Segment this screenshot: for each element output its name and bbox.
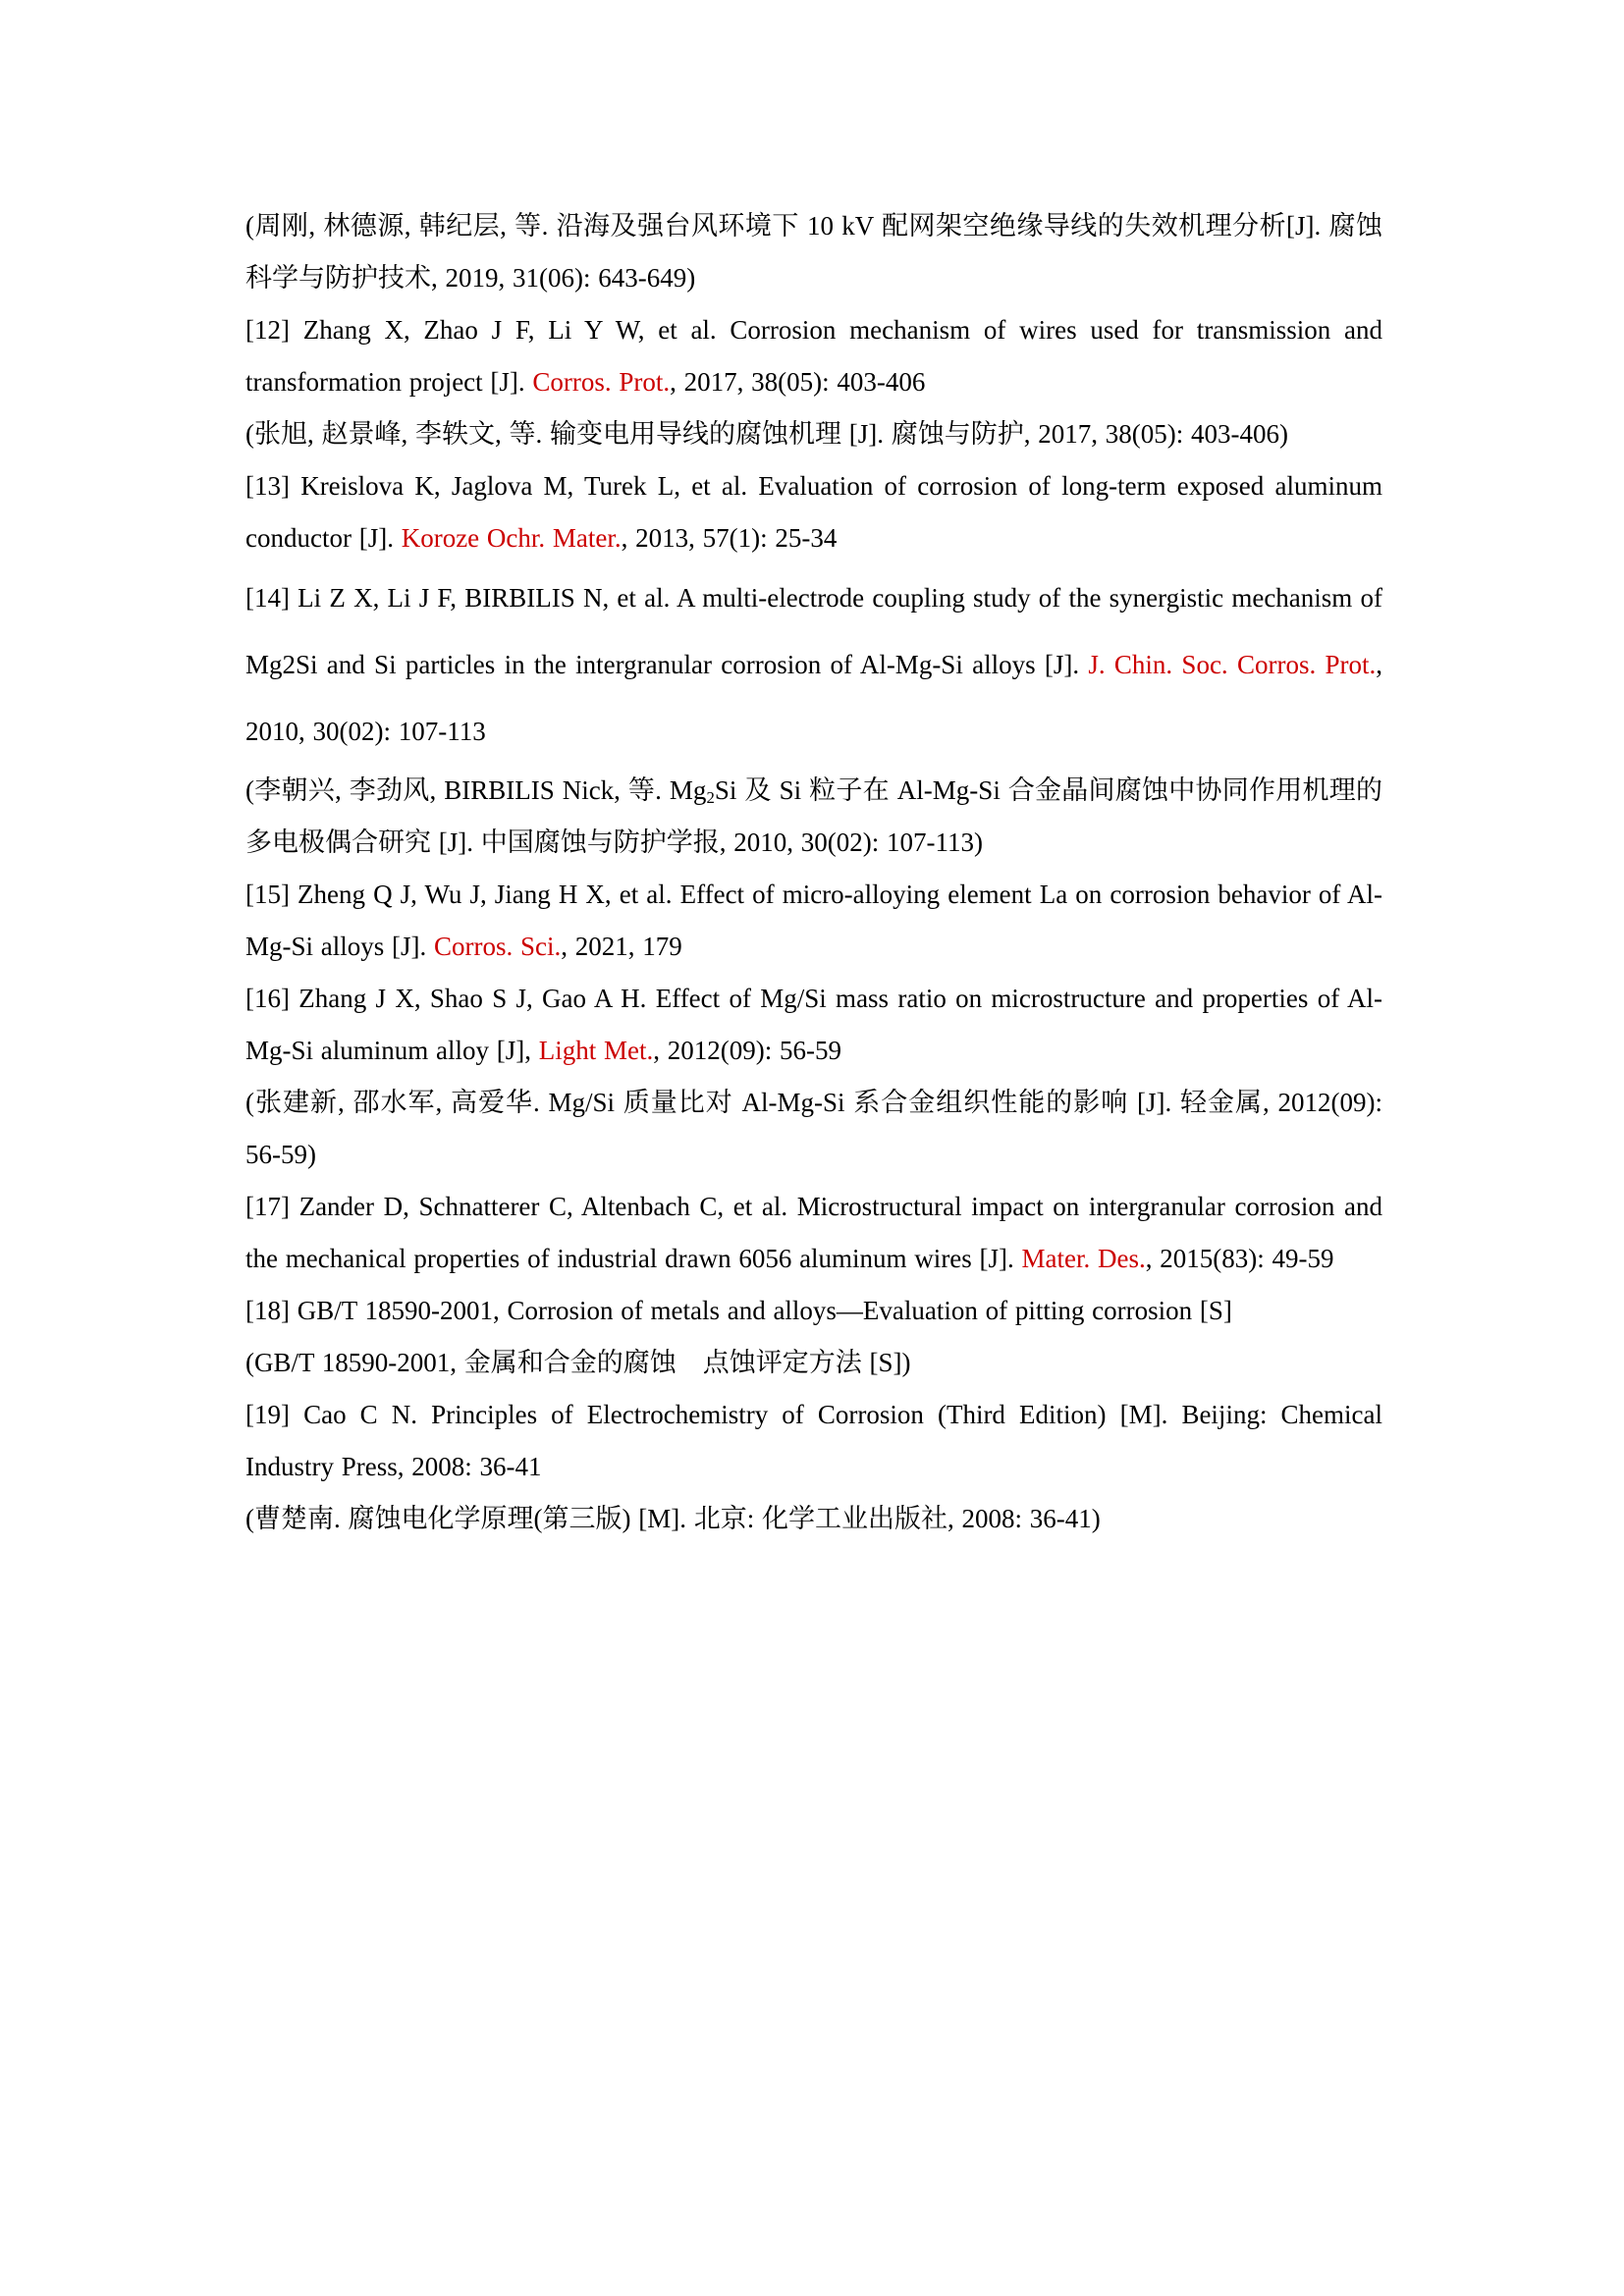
reference-text: [13] Kreislova K, Jaglova M, Turek L, et al. Evaluation of corrosion of long-term exposed aluminum conductor [J].	[245, 471, 1382, 553]
ref-13	[245, 460, 1382, 564]
reference-text: (周刚, 林德源, 韩纪层, 等. 沿海及强台风环境下 10 kV 配网架空绝缘导线的失效机理分析[J]. 腐蚀科学与防护技术, 2019, 31(06): 643-649)	[245, 211, 1382, 293]
subscript-text: 2	[706, 788, 715, 808]
reference-text: [18] GB/T 18590-2001, Corrosion of metals and alloys—Evaluation of pitting corrosion [S]	[245, 1296, 1232, 1325]
ref-19	[245, 1389, 1382, 1493]
ref-15	[245, 869, 1382, 973]
references-list	[245, 200, 1382, 1545]
reference-text: (李朝兴, 李劲风, BIRBILIS Nick, 等. Mg	[245, 775, 707, 805]
journal-abbrev-red: J. Chin. Soc. Corros. Prot.	[1088, 650, 1377, 679]
ref-14-cn-translation	[245, 765, 1382, 869]
reference-text: Si 及 Si 粒子在 Al-Mg-Si 合金晶间腐蚀中协同作用机理的多电极偶合研究 [J]. 中国腐蚀与防护学报, 2010, 30(02): 107-113)	[245, 775, 1382, 857]
journal-abbrev-red: Light Met.	[538, 1036, 654, 1065]
reference-text: (GB/T 18590-2001, 金属和合金的腐蚀 点蚀评定方法 [S])	[245, 1348, 911, 1377]
reference-text: , 2017, 38(05): 403-406	[670, 367, 926, 397]
reference-text: , 2010, 30(02): 107-113	[245, 650, 1382, 746]
reference-text: , 2021, 179	[561, 932, 682, 961]
ref-16	[245, 973, 1382, 1077]
reference-text: (张旭, 赵景峰, 李轶文, 等. 输变电用导线的腐蚀机理 [J]. 腐蚀与防护, 2017, 38(05): 403-406)	[245, 419, 1288, 449]
reference-text: (张建新, 邵水军, 高爱华. Mg/Si 质量比对 Al-Mg-Si 系合金组织性能的影响 [J]. 轻金属, 2012(09): 56-59)	[245, 1088, 1382, 1169]
journal-abbrev-red: Corros. Prot.	[532, 367, 671, 397]
ref-12	[245, 304, 1382, 408]
reference-text: , 2012(09): 56-59	[653, 1036, 841, 1065]
journal-abbrev-red: Koroze Ochr. Mater.	[401, 523, 622, 553]
ref-19-cn-translation	[245, 1493, 1382, 1545]
reference-text: (曹楚南. 腐蚀电化学原理(第三版) [M]. 北京: 化学工业出版社, 2008: 36-41)	[245, 1504, 1101, 1533]
reference-text: [15] Zheng Q J, Wu J, Jiang H X, et al. Effect of micro-alloying element La on corrosion behavior of Al-Mg-Si alloys [J].	[245, 880, 1382, 961]
ref-17	[245, 1181, 1382, 1285]
ref-18-cn-translation	[245, 1337, 1382, 1389]
ref-18	[245, 1285, 1382, 1337]
journal-abbrev-red: Mater. Des.	[1021, 1244, 1146, 1273]
reference-text: [12] Zhang X, Zhao J F, Li Y W, et al. Corrosion mechanism of wires used for transmission and transformation project [J].	[245, 315, 1382, 397]
reference-text: , 2015(83): 49-59	[1145, 1244, 1334, 1273]
journal-abbrev-red: Corros. Sci.	[434, 932, 562, 961]
ref-16-cn-translation	[245, 1077, 1382, 1181]
ref-11-cn-translation	[245, 200, 1382, 304]
reference-text: [19] Cao C N. Principles of Electrochemistry of Corrosion (Third Edition) [M]. Beijing: Chemical Industry Press, 2008: 36-41	[245, 1400, 1382, 1481]
ref-12-cn-translation	[245, 408, 1382, 460]
ref-14	[245, 564, 1382, 765]
reference-text: [14] Li Z X, Li J F, BIRBILIS N, et al. A multi-electrode coupling study of the synergistic mechanism of Mg2Si and Si particles in the intergranular corrosion of Al-Mg-Si alloys [J].	[245, 583, 1382, 679]
reference-text: [17] Zander D, Schnatterer C, Altenbach C, et al. Microstructural impact on intergranular corrosion and the mechanical properties of industrial drawn 6056 aluminum wires [J].	[245, 1192, 1382, 1273]
reference-text: , 2013, 57(1): 25-34	[621, 523, 838, 553]
reference-text: [16] Zhang J X, Shao S J, Gao A H. Effect of Mg/Si mass ratio on microstructure and properties of Al-Mg-Si aluminum alloy [J],	[245, 984, 1382, 1065]
